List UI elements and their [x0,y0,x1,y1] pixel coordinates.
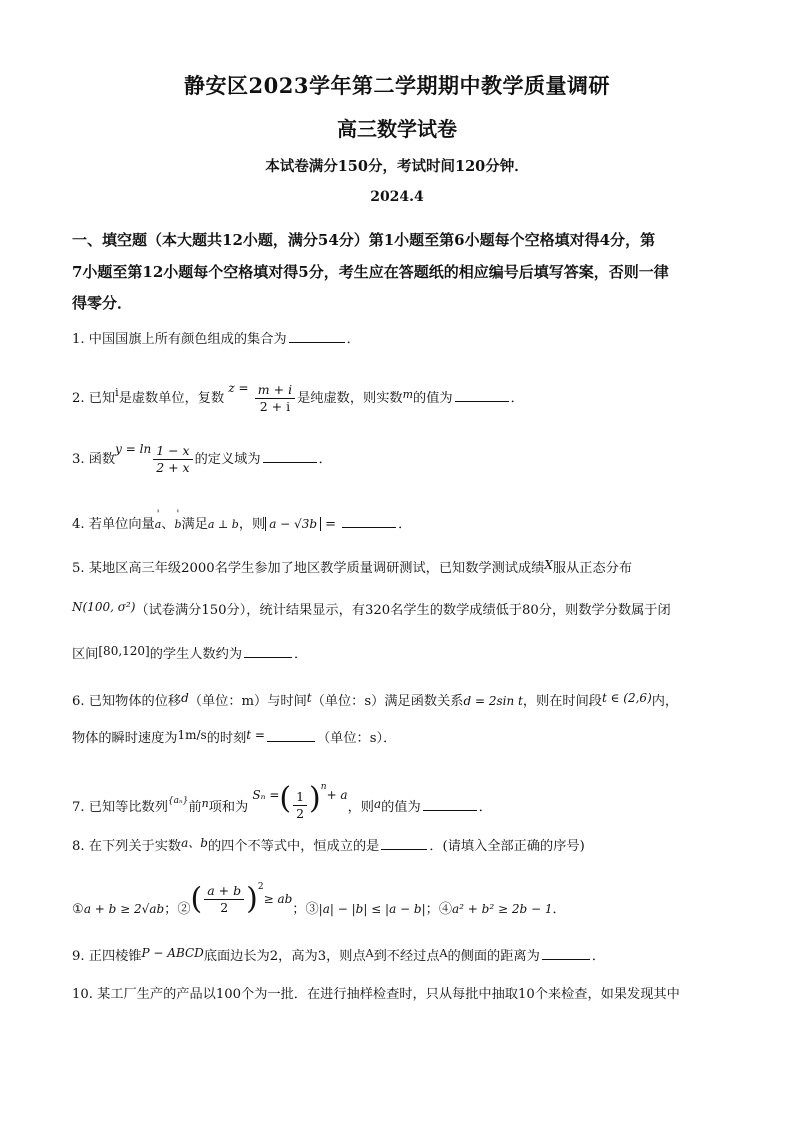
question-5-line2 [72,601,734,617]
q7-sequence: {aₙ} [167,796,189,806]
q8-text-b: 的四个不等式中，恒成立的是 [207,839,380,854]
q4-equals: = [325,517,337,532]
q2-fraction [255,382,295,414]
q4-sep: 、 [161,517,175,532]
q5-text-c: （试卷满分150分），统计结果显示，有320名学生的数学成绩低于80分，则数学分数属于闭 [135,603,671,618]
q9-end: ． [591,949,605,964]
q8-option-1-mark: ① [72,902,84,917]
answer-blank[interactable] [381,848,427,850]
q1-text: 1. 中国国旗上所有颜色组成的集合为 [72,332,287,347]
q7-half-num: 1 [293,789,307,806]
answer-blank[interactable] [455,400,509,402]
answer-blank[interactable] [244,656,292,658]
q7-text-c: 项和为 [208,800,249,815]
q8-option-2-fraction [204,883,244,915]
answer-blank[interactable] [542,958,590,960]
q8-sep-2: ；③ [292,902,319,917]
q6-text-b: （单位：m）与时间 [188,694,307,709]
q6-t-equals: t = [246,728,265,742]
q7-text-d: ，则 [347,800,374,815]
q8-o2-right: ≥ ab [263,892,293,906]
q2-end: ． [510,391,524,406]
q3-numerator: 1 − x [153,443,192,460]
q8-option-4: a² + b² ≥ 2b − 1 [452,902,553,916]
section-heading-line3: 得零分． [72,294,133,312]
q5-text-d: 区间 [72,647,99,662]
q6-text-c: （单位：s）满足函数关系 [311,694,464,709]
q2-text-a: 2. 已知 [72,391,116,406]
q7-text-e: 的值为 [381,800,421,815]
q9-point-a: A [365,947,374,960]
q7-a: a [373,797,382,811]
q7-n: n [201,797,209,810]
q4-abs-expression: a − √3b [265,517,321,531]
q4-text-c: ，则 [238,517,266,532]
q5-interval: [80,120] [98,644,150,658]
q8-text-c: ．(请填入全部正确的序号) [429,839,585,854]
section-heading-line2: 7小题至第12小题每个空格填对得5分，考生应在答题纸的相应编号后填写答案，否则一律 [72,263,669,281]
q6-text-e: ，则在时间段 [522,694,602,709]
q4-text-a: 4. 若单位向量 [72,517,155,532]
q8-o2-num: a + b [204,883,244,900]
q8-o2-den: 2 [220,900,229,915]
question-8-line1 [72,837,734,853]
question-2 [72,382,734,415]
q3-text-a: 3. 函数 [72,452,116,467]
q6-text-f: 内， [651,694,679,709]
q5-normal-dist: N(100, σ²) [72,600,136,614]
question-6-line1 [72,692,734,708]
q6-text-i: （单位：s）． [316,731,397,746]
q7-text-a: 7. 已知等比数列 [72,800,168,815]
q4-text-b: 满足 [181,517,208,532]
exam-note: 本试卷满分150分，考试时间120分钟． [265,158,529,175]
q1-end: ． [346,332,360,347]
q7-sn: Sₙ = [252,788,280,802]
q2-z: z = [228,381,249,395]
q4-end: ． [398,517,412,532]
q9-point-a-2: A [439,947,448,960]
q6-t: t [306,691,312,705]
q10-text: 10. 某工厂生产的产品以100个为一批．在进行抽样检查时，只从每批中抽取10个来检查，如果发现其中 [72,987,680,1002]
q9-text-b: 底面边长为2，高为3，则点 [203,949,366,964]
answer-blank[interactable] [263,461,317,463]
q6-text-h: 的时刻 [206,731,247,746]
exam-title: 静安区2023学年第二学期期中教学质量调研 [184,73,610,98]
question-6-line2 [72,729,734,745]
question-4 [72,518,734,531]
q5-x: X [544,558,553,572]
question-1 [72,333,734,346]
q2-imag-unit: i [115,386,119,399]
q9-text-a: 9. 正四棱锥 [72,949,142,964]
q3-end: ． [318,452,332,467]
q8-end: ． [552,902,566,917]
q6-text-a: 6. 已知物体的位移 [72,694,182,709]
q2-denominator: 2 + i [259,399,291,414]
q7-plus-a: + a [326,788,348,802]
q2-text-b: 是虚数单位，复数 [118,391,225,406]
question-8-line2: ①a + b ≥ 2√ab；②( $\frac{a + b}{2}$ )$^2$≥ ab；③|a| − |b| ≤ |a − b|；④a² + b² ≥ 2b − 1． [72,881,566,917]
q6-interval: t ∈ (2,6) [601,691,652,705]
q8-o2-square: 2 [257,882,264,892]
q7-text-b: 前 [188,800,202,815]
answer-blank[interactable] [289,341,345,343]
q4-vector-b: ' b [174,519,181,530]
q6-d: d [181,691,189,705]
q6-velocity: 1m/s [177,728,207,742]
q3-text-b: 的定义域为 [194,452,261,467]
q2-numerator: m + i [255,382,295,399]
q7-power: n [320,782,327,792]
q8-option-1: a + b ≥ 2√ab [83,902,165,916]
question-5-line1 [72,559,734,575]
q2-text-d: 的值为 [413,391,453,406]
question-10 [72,988,734,1001]
question-7: 7. 已知等比数列$^{\{a_n\}}$前$^n$项和为 Sₙ =( $\frac{1}{2}$ )$^n$+ a，则a的值为 ． [72,781,492,821]
q7-half-den: 2 [296,805,305,821]
q9-pyramid: P − ABCD [141,946,204,960]
q2-m: m [402,388,414,401]
q5-text-a: 5. 某地区高三年级2000名学生参加了地区教学质量调研测试，已知数学测试成绩 [72,561,545,576]
question-5-line3 [72,645,734,661]
q9-text-c: 到不经过点 [373,949,440,964]
q2-text-c: 是纯虚数，则实数 [297,391,403,406]
answer-blank[interactable] [267,740,315,742]
q8-sep-3: ；④ [425,902,453,917]
q5-text-e: 的学生人数约为 [149,647,243,662]
question-3 [72,443,734,476]
q6-function: d = 2sin t [463,694,523,708]
q5-text-b: 服从正态分布 [552,561,633,576]
q7-end: ． [478,800,492,815]
q7-half [293,789,307,821]
exam-subtitle: 高三数学试卷 [337,117,457,141]
q4-vector-a: ' a [155,519,162,530]
answer-blank[interactable] [423,809,477,811]
q8-ab: a、b [181,836,208,850]
q8-sep-1: ；② [164,902,191,917]
q8-text-a: 8. 在下列关于实数 [72,839,182,854]
q3-y: y = ln [115,442,152,456]
q9-text-d: 的侧面的距离为 [447,949,540,964]
q5-end: ． [294,647,308,662]
question-9 [72,947,734,963]
q3-fraction [153,443,192,475]
section-heading-line1: 一、填空题（本大题共12小题，满分54分）第1小题至第6小题每个空格填对得4分，第 [72,231,656,249]
q4-perp: a ⊥ b [207,518,239,531]
answer-blank[interactable] [342,526,396,528]
q6-text-g: 物体的瞬时速度为 [72,731,178,746]
q3-denominator: 2 + x [156,460,190,475]
q8-option-3: |a| − |b| ≤ |a − b| [318,902,426,916]
exam-date: 2024.4 [370,189,424,205]
